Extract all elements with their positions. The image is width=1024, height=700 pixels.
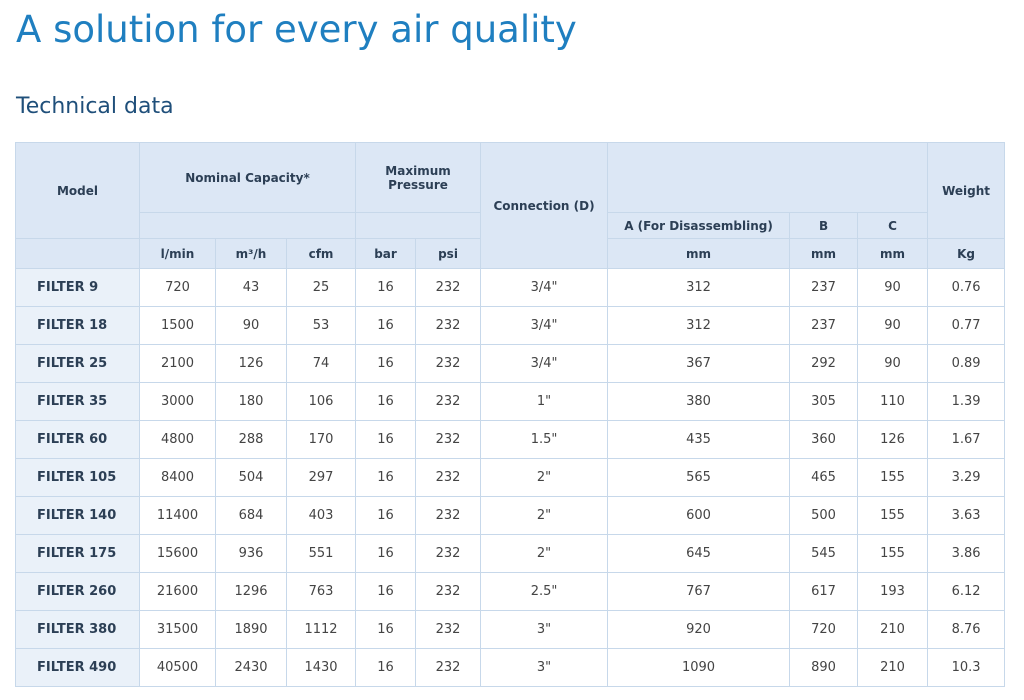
- data-cell-conn: 2": [481, 535, 608, 573]
- data-cell-kg: 0.76: [928, 269, 1005, 307]
- model-cell: FILTER 140: [16, 497, 140, 535]
- table-row: [16, 421, 1005, 459]
- data-cell-kg: 10.3: [928, 649, 1005, 687]
- table-row: [16, 383, 1005, 421]
- model-cell: FILTER 490: [16, 649, 140, 687]
- data-cell-c: 155: [858, 459, 928, 497]
- data-cell-a: 600: [608, 497, 790, 535]
- data-cell-conn: 3": [481, 611, 608, 649]
- table-row: [16, 611, 1005, 649]
- section-title: Technical data: [16, 94, 174, 119]
- header-pressure-spacer: [356, 213, 481, 239]
- data-cell-b: 545: [790, 535, 858, 573]
- data-cell-conn: 1": [481, 383, 608, 421]
- data-cell-b: 360: [790, 421, 858, 459]
- data-cell-kg: 1.67: [928, 421, 1005, 459]
- unit-cell: m³/h: [216, 239, 287, 269]
- data-cell-conn: 3/4": [481, 345, 608, 383]
- data-cell-c: 90: [858, 307, 928, 345]
- table-row: [16, 269, 1005, 307]
- data-cell-psi: 232: [416, 497, 481, 535]
- data-cell-a: 920: [608, 611, 790, 649]
- data-cell-m3h: 288: [216, 421, 287, 459]
- header-dim-a: A (For Disassembling): [608, 213, 790, 239]
- data-cell-lmin: 1500: [140, 307, 216, 345]
- data-cell-kg: 1.39: [928, 383, 1005, 421]
- data-cell-cfm: 74: [287, 345, 356, 383]
- table-row: [16, 307, 1005, 345]
- data-cell-b: 237: [790, 269, 858, 307]
- data-cell-a: 380: [608, 383, 790, 421]
- data-cell-b: 465: [790, 459, 858, 497]
- data-cell-m3h: 43: [216, 269, 287, 307]
- data-cell-conn: 2.5": [481, 573, 608, 611]
- table-row: [16, 535, 1005, 573]
- data-cell-c: 210: [858, 649, 928, 687]
- data-cell-c: 90: [858, 345, 928, 383]
- data-cell-lmin: 2100: [140, 345, 216, 383]
- data-cell-b: 890: [790, 649, 858, 687]
- data-cell-m3h: 2430: [216, 649, 287, 687]
- data-cell-bar: 16: [356, 497, 416, 535]
- data-cell-lmin: 21600: [140, 573, 216, 611]
- data-cell-conn: 3/4": [481, 307, 608, 345]
- data-cell-bar: 16: [356, 269, 416, 307]
- data-cell-conn: 3/4": [481, 269, 608, 307]
- data-cell-cfm: 297: [287, 459, 356, 497]
- table-body: [16, 269, 1005, 687]
- header-weight: Weight: [928, 143, 1005, 239]
- data-cell-psi: 232: [416, 649, 481, 687]
- data-cell-m3h: 504: [216, 459, 287, 497]
- unit-cell-blank: [16, 239, 140, 269]
- data-cell-a: 767: [608, 573, 790, 611]
- data-cell-c: 210: [858, 611, 928, 649]
- header-dim-c: C: [858, 213, 928, 239]
- data-cell-b: 617: [790, 573, 858, 611]
- data-cell-a: 312: [608, 269, 790, 307]
- data-cell-conn: 2": [481, 497, 608, 535]
- data-cell-a: 1090: [608, 649, 790, 687]
- data-cell-m3h: 1296: [216, 573, 287, 611]
- data-cell-bar: 16: [356, 345, 416, 383]
- data-cell-c: 110: [858, 383, 928, 421]
- data-cell-bar: 16: [356, 421, 416, 459]
- table-row: [16, 649, 1005, 687]
- technical-data-table: [15, 142, 1005, 687]
- model-cell: FILTER 60: [16, 421, 140, 459]
- data-cell-lmin: 31500: [140, 611, 216, 649]
- data-cell-cfm: 170: [287, 421, 356, 459]
- data-cell-cfm: 106: [287, 383, 356, 421]
- data-cell-m3h: 936: [216, 535, 287, 573]
- data-cell-a: 645: [608, 535, 790, 573]
- unit-cell: cfm: [287, 239, 356, 269]
- header-capacity-spacer: [140, 213, 356, 239]
- data-cell-lmin: 15600: [140, 535, 216, 573]
- data-cell-a: 367: [608, 345, 790, 383]
- header-model: Model: [16, 143, 140, 239]
- data-cell-kg: 3.63: [928, 497, 1005, 535]
- data-cell-c: 155: [858, 497, 928, 535]
- table-row: [16, 573, 1005, 611]
- data-cell-cfm: 25: [287, 269, 356, 307]
- data-cell-lmin: 4800: [140, 421, 216, 459]
- data-cell-c: 126: [858, 421, 928, 459]
- data-cell-cfm: 53: [287, 307, 356, 345]
- model-cell: FILTER 105: [16, 459, 140, 497]
- data-cell-c: 193: [858, 573, 928, 611]
- data-cell-conn: 1.5": [481, 421, 608, 459]
- data-cell-kg: 3.29: [928, 459, 1005, 497]
- data-cell-lmin: 11400: [140, 497, 216, 535]
- unit-cell: mm: [790, 239, 858, 269]
- table-row: [16, 497, 1005, 535]
- data-cell-psi: 232: [416, 345, 481, 383]
- data-cell-m3h: 126: [216, 345, 287, 383]
- table-row: [16, 345, 1005, 383]
- data-cell-cfm: 403: [287, 497, 356, 535]
- data-cell-kg: 0.77: [928, 307, 1005, 345]
- header-connection: Connection (D): [481, 143, 608, 269]
- data-cell-kg: 3.86: [928, 535, 1005, 573]
- header-nominal-capacity: Nominal Capacity*: [140, 143, 356, 213]
- data-cell-psi: 232: [416, 421, 481, 459]
- table-row: [16, 459, 1005, 497]
- data-cell-cfm: 1430: [287, 649, 356, 687]
- data-cell-cfm: 763: [287, 573, 356, 611]
- data-cell-bar: 16: [356, 459, 416, 497]
- model-cell: FILTER 260: [16, 573, 140, 611]
- data-cell-bar: 16: [356, 649, 416, 687]
- data-cell-a: 435: [608, 421, 790, 459]
- data-cell-m3h: 180: [216, 383, 287, 421]
- model-cell: FILTER 175: [16, 535, 140, 573]
- data-cell-b: 237: [790, 307, 858, 345]
- page-title: A solution for every air quality: [16, 8, 577, 51]
- header-dimensions-blank: [608, 143, 928, 213]
- data-cell-conn: 3": [481, 649, 608, 687]
- data-cell-b: 720: [790, 611, 858, 649]
- data-cell-psi: 232: [416, 269, 481, 307]
- data-cell-a: 565: [608, 459, 790, 497]
- data-cell-psi: 232: [416, 459, 481, 497]
- unit-cell: mm: [858, 239, 928, 269]
- data-cell-a: 312: [608, 307, 790, 345]
- data-cell-bar: 16: [356, 307, 416, 345]
- model-cell: FILTER 25: [16, 345, 140, 383]
- data-cell-bar: 16: [356, 535, 416, 573]
- data-cell-psi: 232: [416, 573, 481, 611]
- unit-cell: mm: [608, 239, 790, 269]
- model-cell: FILTER 18: [16, 307, 140, 345]
- unit-cell: psi: [416, 239, 481, 269]
- data-cell-conn: 2": [481, 459, 608, 497]
- data-cell-kg: 8.76: [928, 611, 1005, 649]
- data-cell-psi: 232: [416, 383, 481, 421]
- data-cell-m3h: 684: [216, 497, 287, 535]
- model-cell: FILTER 35: [16, 383, 140, 421]
- data-cell-m3h: 1890: [216, 611, 287, 649]
- unit-cell: Kg: [928, 239, 1005, 269]
- data-cell-cfm: 1112: [287, 611, 356, 649]
- data-cell-c: 155: [858, 535, 928, 573]
- data-cell-bar: 16: [356, 383, 416, 421]
- data-cell-lmin: 3000: [140, 383, 216, 421]
- data-cell-psi: 232: [416, 535, 481, 573]
- unit-cell: l/min: [140, 239, 216, 269]
- data-cell-b: 500: [790, 497, 858, 535]
- model-cell: FILTER 9: [16, 269, 140, 307]
- data-cell-bar: 16: [356, 573, 416, 611]
- data-cell-kg: 6.12: [928, 573, 1005, 611]
- data-cell-psi: 232: [416, 307, 481, 345]
- data-cell-b: 292: [790, 345, 858, 383]
- data-cell-lmin: 720: [140, 269, 216, 307]
- data-cell-m3h: 90: [216, 307, 287, 345]
- header-dim-b: B: [790, 213, 858, 239]
- data-cell-lmin: 8400: [140, 459, 216, 497]
- data-cell-lmin: 40500: [140, 649, 216, 687]
- data-cell-b: 305: [790, 383, 858, 421]
- unit-cell: bar: [356, 239, 416, 269]
- data-cell-psi: 232: [416, 611, 481, 649]
- data-cell-kg: 0.89: [928, 345, 1005, 383]
- header-maximum-pressure: Maximum Pressure: [356, 143, 481, 213]
- data-cell-bar: 16: [356, 611, 416, 649]
- data-cell-c: 90: [858, 269, 928, 307]
- data-cell-cfm: 551: [287, 535, 356, 573]
- model-cell: FILTER 380: [16, 611, 140, 649]
